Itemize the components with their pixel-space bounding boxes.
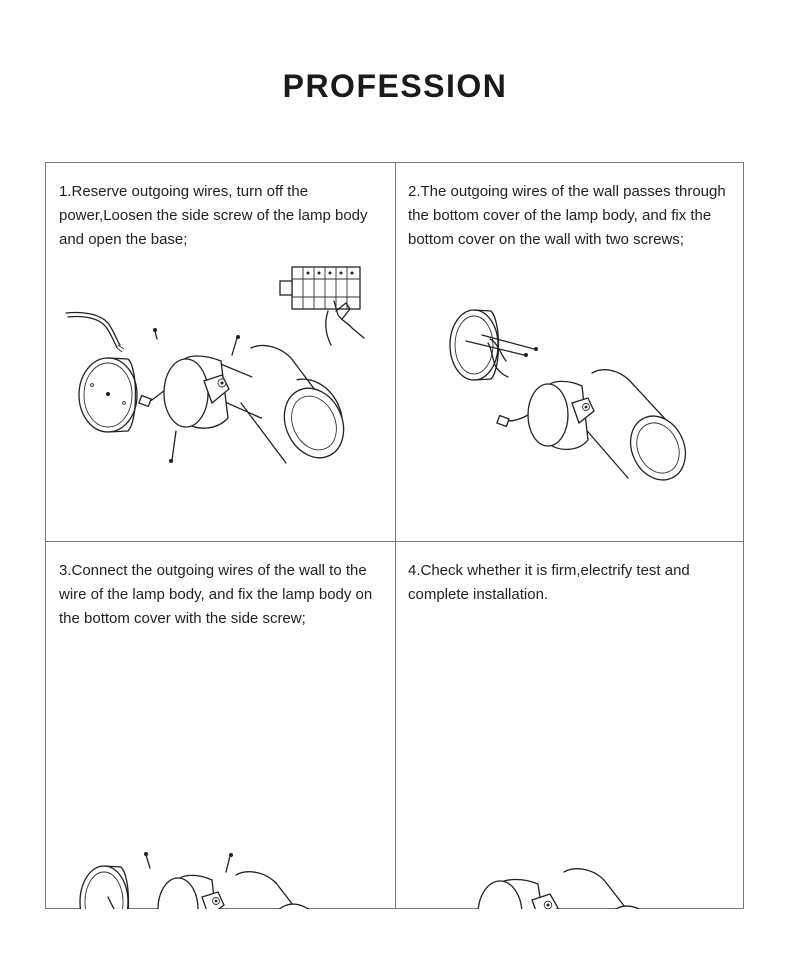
lamp-body-icon — [497, 370, 696, 489]
step-3-text: 3.Connect the outgoing wires of the wall to the wire of the lamp body, and fix the lamp body on the bottom cover with the side screw; — [59, 562, 373, 627]
wall-wire-icon — [66, 312, 124, 352]
base-plate-icon — [450, 310, 508, 380]
step-4-cell — [396, 542, 745, 909]
step-1-illustration — [46, 163, 395, 541]
terminal-block-icon — [280, 267, 360, 309]
instruction-grid — [45, 162, 744, 909]
step-3-illustration — [46, 542, 395, 909]
step-3-cell — [46, 542, 395, 909]
lamp-body-icon — [139, 345, 355, 475]
step-2-illustration — [396, 163, 745, 541]
step-4-illustration — [396, 542, 745, 909]
page-title: PROFESSION — [282, 68, 508, 104]
step-2-cell — [396, 163, 745, 541]
base-plate-icon — [79, 358, 137, 432]
step-1-text: 1.Reserve outgoing wires, turn off the power,Loosen the side screw of the lamp body and open the base; — [59, 183, 368, 248]
lamp-body-icon — [131, 872, 336, 909]
step-2-text: 2.The outgoing wires of the wall passes through the bottom cover of the lamp body, and fix the bottom cover on the wall with two screws; — [408, 183, 726, 248]
step-4-text: 4.Check whether it is firm,electrify test and complete installation. — [408, 562, 690, 603]
step-1-cell — [46, 163, 395, 541]
base-plate-icon — [80, 866, 142, 909]
lamp-body-icon — [478, 869, 672, 909]
